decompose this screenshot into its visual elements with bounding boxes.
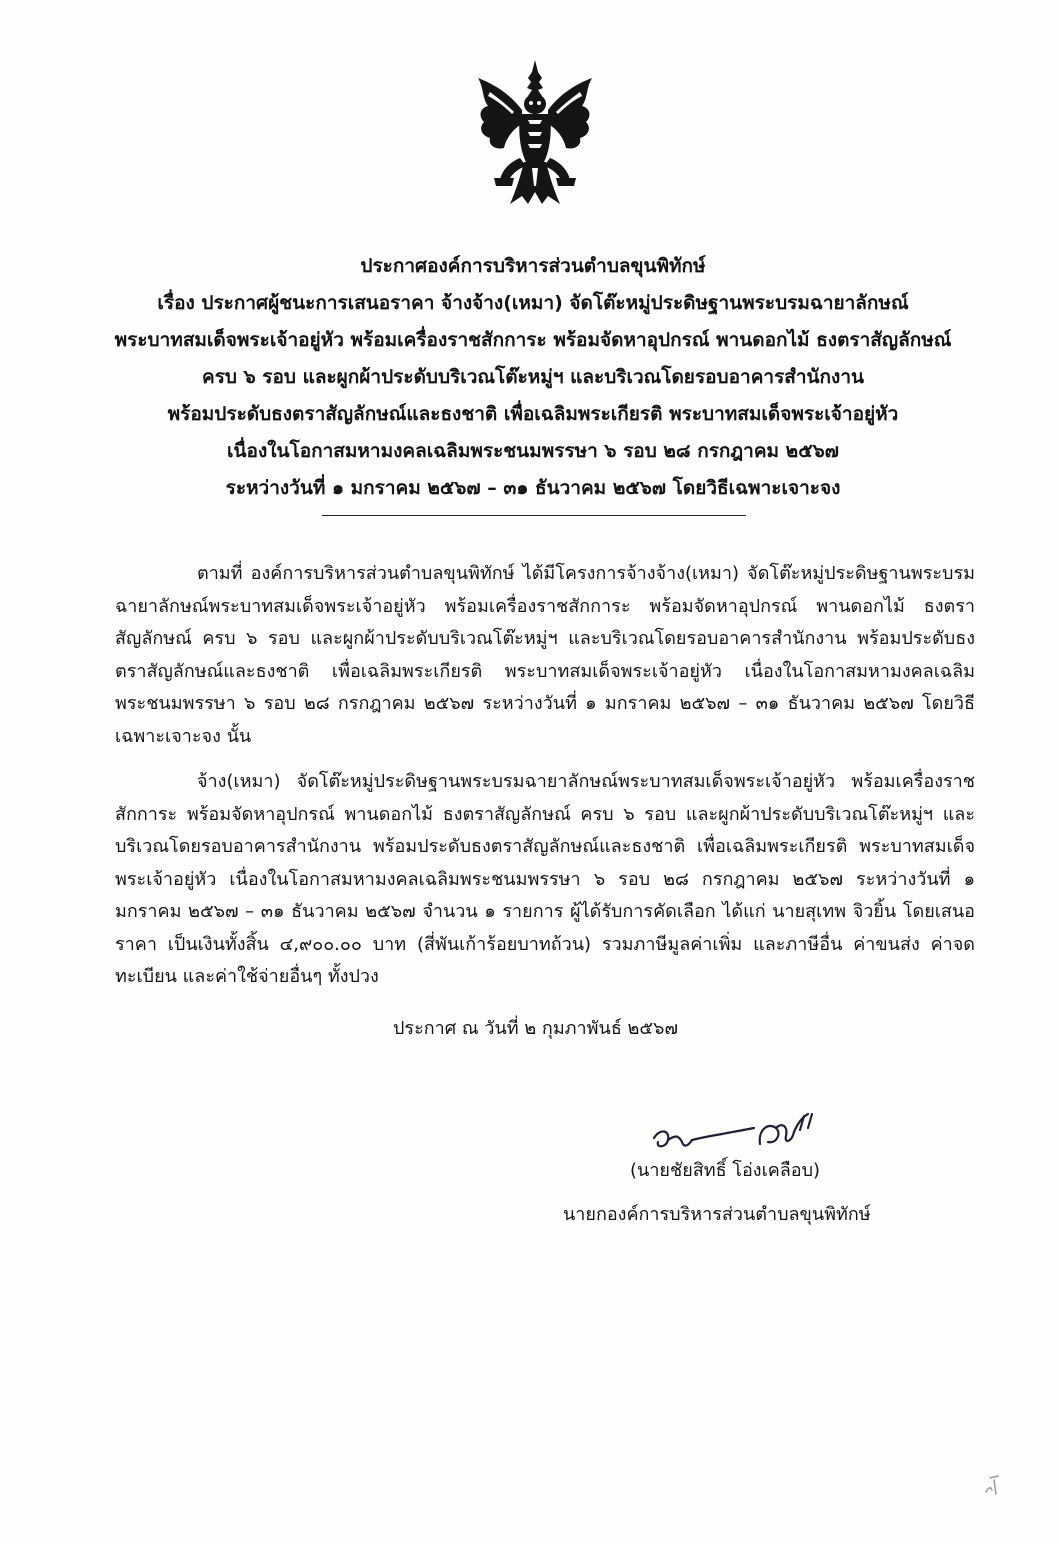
document-heading	[60, 248, 1006, 507]
heading-divider	[322, 515, 746, 516]
announcement-date: ประกาศ ณ วันที่ ๒ กุมภาพันธ์ ๒๕๖๗	[393, 1018, 678, 1039]
heading-line-period: ระหว่างวันที่ ๑ มกราคม ๒๕๖๗ – ๓๑ ธันวาคม ๒๕๖๗ โดยวิธีเฉพาะเจาะจง	[225, 477, 841, 499]
heading-line-5: พร้อมประดับธงตราสัญลักษณ์และธงชาติ เพื่อเฉลิมพระเกียรติ พระบาทสมเด็จพระเจ้าอยู่หัว	[167, 403, 899, 425]
heading-line-4: ครบ ๖ รอบ และผูกผ้าประดับบริเวณโต๊ะหมู่ฯ และบริเวณโดยรอบอาคารสำนักงาน	[202, 366, 864, 388]
stray-mark-icon	[982, 1470, 1004, 1498]
heading-line-subject: เรื่อง ประกาศผู้ชนะการเสนอราคา จ้างจ้าง(เหมา) จัดโต๊ะหมู่ประดิษฐานพระบรมฉายาลักษณ์	[157, 292, 909, 314]
signer-name: (นายชัยสิทธิ์ โอ่งเคลือบ)	[630, 1160, 821, 1181]
heading-line-6: เนื่องในโอกาสมหามงคลเฉลิมพระชนมพรรษา ๖ รอบ ๒๘ กรกฎาคม ๒๕๖๗	[227, 440, 839, 462]
body-paragraph-1: ตามที่ องค์การบริหารส่วนตำบลขุนพิทักษ์ ได้มีโครงการจ้างจ้าง(เหมา) จัดโต๊ะหมู่ประดิษฐานพระบรมฉายาลักษณ์พระบาทสมเด็จพระเจ้าอยู่หัว พร้อมเครื่องราชสักการะ พร้อมจัดหาอุปกรณ์ พานดอกไม้ ธงตราสัญลักษณ์ ครบ ๖ รอบ และผูกผ้าประดับบริเวณโต๊ะหมู่ฯ และบริเวณโดยรอบอาคารสำนักงาน พร้อมประดับธงตราสัญลักษณ์และธงชาติ เพื่อเฉลิมพระเกียรติ พระบาทสมเด็จพระเจ้าอยู่หัว เนื่องในโอกาสมหามงคลเฉลิมพระชนมพรรษา ๖ รอบ ๒๘ กรกฎาคม ๒๕๖๗ ระหว่างวันที่ ๑ มกราคม ๒๕๖๗ – ๓๑ ธันวาคม ๒๕๖๗ โดยวิธีเฉพาะเจาะจง นั้น	[115, 563, 975, 747]
body-paragraph-2: จ้าง(เหมา) จัดโต๊ะหมู่ประดิษฐานพระบรมฉายาลักษณ์พระบาทสมเด็จพระเจ้าอยู่หัว พร้อมเครื่องราชสักการะ พร้อมจัดหาอุปกรณ์ พานดอกไม้ ธงตราสัญลักษณ์ ครบ ๖ รอบ และผูกผ้าประดับบริเวณโต๊ะหมู่ฯ และบริเวณโดยรอบอาคารสำนักงาน พร้อมประดับธงตราสัญลักษณ์และธงชาติ เพื่อเฉลิมพระเกียรติ พระบาทสมเด็จพระเจ้าอยู่หัว เนื่องในโอกาสมหามงคลเฉลิมพระชนมพรรษา ๖ รอบ ๒๘ กรกฎาคม ๒๕๖๗ ระหว่างวันที่ ๑ มกราคม ๒๕๖๗ – ๓๑ ธันวาคม ๒๕๖๗ จำนวน ๑ รายการ ผู้ได้รับการคัดเลือก ได้แก่ นายสุเทพ จิวยิ้น โดยเสนอราคา เป็นเงินทั้งสิ้น ๔,๙๐๐.๐๐ บาท (สี่พันเก้าร้อยบาทถ้วน) รวมภาษีมูลค่าเพิ่ม และภาษีอื่น ค่าขนส่ง ค่าจดทะเบียน และค่าใช้จ่ายอื่นๆ ทั้งปวง	[115, 771, 975, 987]
heading-line-organization: ประกาศองค์การบริหารส่วนตำบลขุนพิทักษ์	[360, 255, 706, 277]
garuda-emblem-icon	[470, 58, 600, 208]
signer-position: นายกองค์การบริหารส่วนตำบลขุนพิทักษ์	[563, 1204, 871, 1225]
heading-line-3: พระบาทสมเด็จพระเจ้าอยู่หัว พร้อมเครื่องราชสักการะ พร้อมจัดหาอุปกรณ์ พานดอกไม้ ธงตราสัญลักษณ์	[114, 329, 952, 351]
